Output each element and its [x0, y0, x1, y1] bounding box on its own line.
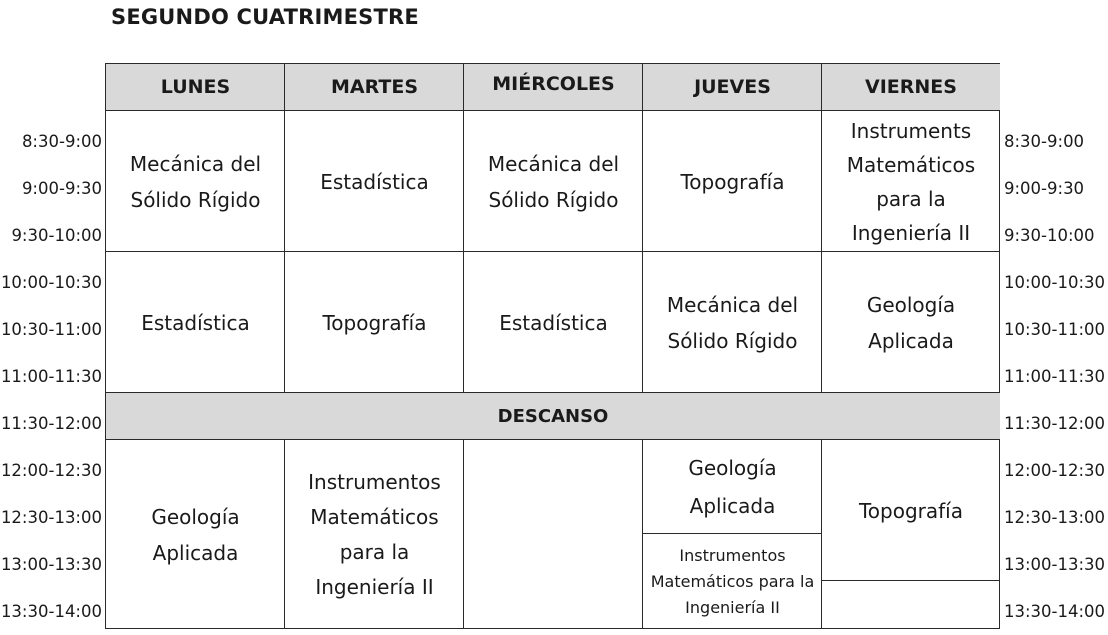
row-divider	[822, 580, 1000, 581]
class-miercoles-block3	[464, 440, 643, 629]
time-label: 10:00-10:30	[0, 273, 102, 292]
time-label: 9:30-10:00	[1004, 226, 1095, 245]
column-divider	[821, 64, 822, 393]
column-divider	[463, 440, 464, 629]
break-row: DESCANSO	[106, 393, 1000, 440]
class-miercoles-block2: Estadística	[499, 310, 608, 335]
day-header-jueves: JUEVES	[643, 64, 822, 110]
page-title: SEGUNDO CUATRIMESTRE	[111, 5, 419, 29]
class-martes-block1: Estadística	[320, 169, 429, 194]
class-martes-block3: Instrumentos Matemáticos para la Ingeniería II	[308, 469, 441, 599]
time-column-left	[0, 0, 104, 635]
column-divider	[284, 440, 285, 629]
time-label: 10:30-11:00	[0, 320, 102, 339]
time-label: 12:30-13:00	[0, 508, 102, 527]
time-label: 12:30-13:00	[1004, 508, 1106, 527]
class-lunes-block2: Estadística	[141, 310, 250, 335]
day-header-viernes: VIERNES	[822, 64, 1000, 110]
time-label: 13:00-13:30	[1004, 555, 1106, 574]
class-viernes-block1: Instruments Matemáticos para la Ingeniería II	[846, 118, 976, 245]
time-label: 10:00-10:30	[1004, 273, 1106, 292]
column-divider	[642, 64, 643, 393]
time-label: 13:00-13:30	[0, 555, 102, 574]
class-jueves-block3-bottom: Instrumentos Matemáticos para la Ingeniería II	[650, 545, 815, 617]
row-divider	[106, 439, 1000, 440]
time-label: 12:00-12:30	[0, 461, 102, 480]
class-jueves-block1: Topografía	[680, 169, 785, 194]
row-divider	[106, 251, 1000, 252]
day-header-miercoles: MIÉRCOLES	[464, 64, 643, 104]
class-jueves-block3-top: Geología Aplicada	[688, 456, 777, 518]
day-header-lunes: LUNES	[106, 64, 285, 110]
class-jueves-block2: Mecánica del Sólido Rígido	[666, 292, 799, 353]
row-divider	[106, 392, 1000, 393]
class-miercoles-block1: Mecánica del Sólido Rígido	[487, 151, 620, 212]
time-label: 8:30-9:00	[21, 132, 102, 151]
time-label: 10:30-11:00	[1004, 320, 1106, 339]
row-divider	[106, 110, 1000, 111]
class-lunes-block3: Geología Aplicada	[151, 504, 240, 565]
column-divider	[284, 64, 285, 393]
class-viernes-block2: Geología Aplicada	[866, 292, 956, 353]
column-divider	[642, 440, 643, 629]
time-label: 11:00-11:30	[1004, 367, 1106, 386]
column-divider	[463, 64, 464, 393]
time-label: 8:30-9:00	[1004, 132, 1085, 151]
time-label: 12:00-12:30	[1004, 461, 1106, 480]
time-label: 13:30-14:00	[0, 602, 102, 621]
time-label: 9:30-10:00	[11, 226, 102, 245]
class-martes-block2: Topografía	[322, 310, 427, 335]
time-label: 9:00-9:30	[21, 179, 102, 198]
class-viernes-block3: Topografía	[858, 498, 963, 523]
timetable	[105, 63, 1000, 629]
time-label: 11:30-12:00	[0, 414, 102, 433]
time-label: 13:30-14:00	[1004, 602, 1106, 621]
time-column-right	[1003, 0, 1107, 635]
time-label: 9:00-9:30	[1004, 179, 1085, 198]
day-header-martes: MARTES	[285, 64, 464, 110]
class-viernes-block3-bottom	[822, 581, 1000, 629]
class-lunes-block1: Mecánica del Sólido Rígido	[129, 151, 262, 212]
time-label: 11:30-12:00	[1004, 414, 1106, 433]
column-divider	[821, 440, 822, 629]
row-divider	[643, 533, 822, 534]
time-label: 11:00-11:30	[0, 367, 102, 386]
